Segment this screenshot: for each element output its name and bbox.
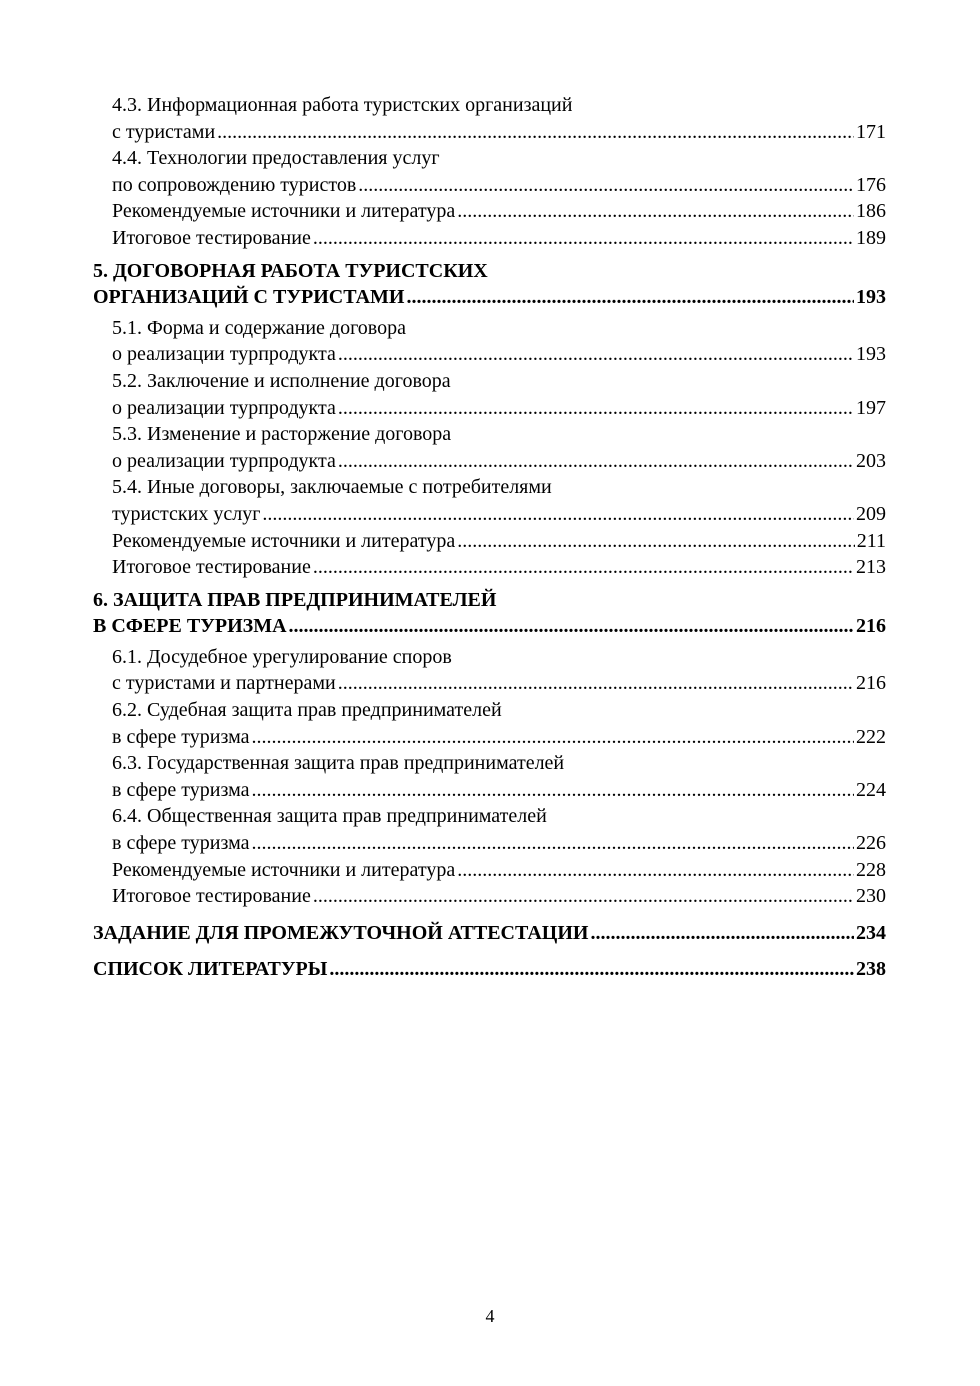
dot-leader [251,830,854,857]
toc-entry-text: в сфере туризма [112,778,250,801]
toc-entry-text: туристских услуг [112,502,261,525]
toc-page-number: 213 [856,556,886,579]
toc-chapter-6[interactable] [93,613,886,640]
toc-page-number: 216 [856,615,886,638]
toc-entry-text: в сфере туризма [112,725,250,748]
toc-page-number: 230 [856,885,886,908]
toc-page-number: 186 [856,200,886,223]
toc-page-number: 222 [856,725,886,748]
toc-entry-5-1[interactable] [93,341,886,368]
toc-entry-6-test[interactable] [93,883,886,910]
toc-entry-6-sources[interactable] [93,857,886,884]
dot-leader [262,501,854,528]
page-number: 4 [485,1306,495,1326]
spacer [93,946,886,956]
toc-entry-4-3-title [93,92,886,119]
dot-leader [289,613,854,640]
toc-chapter-text: В СФЕРЕ ТУРИЗМА [93,615,287,638]
toc-entry-text: о реализации турпродукта [112,449,336,472]
toc-page-number: 197 [856,396,886,419]
toc-entry-text: Рекомендуемые источники и литература [112,529,456,552]
toc-chapter-6-title [93,587,886,614]
dot-leader [313,883,854,910]
toc-entry-4-sources[interactable] [93,198,886,225]
dot-leader [457,857,854,884]
dot-leader [406,284,854,311]
toc-entry-5-test[interactable] [93,554,886,581]
dot-leader [338,341,854,368]
toc-entry-text: Рекомендуемые источники и литература [112,858,456,881]
dot-leader [329,956,854,983]
toc-entry-6-1-title [93,644,886,671]
dot-leader [457,528,855,555]
toc-entry-4-4[interactable] [93,172,886,199]
toc-chapter-text: 6. ЗАЩИТА ПРАВ ПРЕДПРИНИМАТЕЛЕЙ [93,588,497,611]
toc-chapter-text: СПИСОК ЛИТЕРАТУРЫ [93,958,328,981]
toc-page-number: 209 [856,502,886,525]
dot-leader [338,670,854,697]
dot-leader [338,448,854,475]
toc-chapter-references[interactable] [93,956,886,983]
toc-entry-text: 4.4. Технологии предоставления услуг [112,147,440,170]
toc-entry-text: 6.1. Досудебное урегулирование споров [112,645,452,668]
toc-entry-5-2[interactable] [93,395,886,422]
dot-leader [358,172,854,199]
toc-entry-5-2-title [93,368,886,395]
toc-page-number: 193 [856,343,886,366]
toc-page-number: 189 [856,226,886,249]
toc-entry-5-4[interactable] [93,501,886,528]
toc-page-number: 234 [856,921,886,944]
toc-entry-text: 5.4. Иные договоры, заключаемые с потребителями [112,476,552,499]
toc-entry-text: 4.3. Информационная работа туристских организаций [112,94,573,116]
toc-entry-text: Итоговое тестирование [112,556,311,579]
toc-entry-text: Итоговое тестирование [112,226,311,249]
spacer [93,910,886,920]
toc-entry-5-3[interactable] [93,448,886,475]
toc-chapter-5[interactable] [93,284,886,311]
toc-entry-text: 5.3. Изменение и расторжение договора [112,423,452,446]
toc-entry-5-4-title [93,474,886,501]
toc-entry-6-1[interactable] [93,670,886,697]
toc-entry-4-3[interactable] [93,119,886,146]
toc-entry-5-sources[interactable] [93,528,886,555]
toc-page-number: 226 [856,832,886,855]
toc-page-number: 211 [856,529,886,552]
toc-page-number: 238 [856,958,886,981]
toc-chapter-text: 5. ДОГОВОРНАЯ РАБОТА ТУРИСТСКИХ [93,259,488,282]
toc-chapter-text: ОРГАНИЗАЦИЙ С ТУРИСТАМИ [93,286,405,309]
toc-page-number: 203 [856,449,886,472]
toc-entry-text: 6.3. Государственная защита прав предпринимателей [112,752,565,775]
toc-entry-6-2[interactable] [93,724,886,751]
toc-entry-text: с туристами и партнерами [112,672,336,695]
toc-chapter-text: ЗАДАНИЕ ДЛЯ ПРОМЕЖУТОЧНОЙ АТТЕСТАЦИИ [93,921,589,944]
dot-leader [251,724,854,751]
toc-entry-6-4-title [93,803,886,830]
dot-leader [457,198,854,225]
toc-page-number: 171 [856,120,886,143]
toc-entry-text: 5.2. Заключение и исполнение договора [112,369,451,392]
toc-page-number: 176 [856,173,886,196]
dot-leader [590,920,854,947]
dot-leader [338,395,854,422]
toc-page-number: 216 [856,672,886,695]
toc-entry-text: по сопровождению туристов [112,173,357,196]
toc-entry-text: 6.4. Общественная защита прав предпринимателей [112,805,547,828]
toc-chapter-assignment[interactable] [93,920,886,947]
table-of-contents [93,92,886,983]
dot-leader [251,777,854,804]
toc-entry-text: о реализации турпродукта [112,343,336,366]
toc-entry-6-4[interactable] [93,830,886,857]
toc-entry-4-4-title [93,145,886,172]
toc-entry-text: 5.1. Форма и содержание договора [112,316,406,339]
toc-page-number: 224 [856,778,886,801]
toc-page-number: 228 [856,858,886,881]
toc-entry-6-3-title [93,750,886,777]
dot-leader [313,554,854,581]
toc-entry-4-test[interactable] [93,225,886,252]
toc-entry-5-1-title [93,315,886,342]
toc-entry-text: с туристами [112,120,216,143]
toc-entry-6-2-title [93,697,886,724]
toc-entry-text: Рекомендуемые источники и литература [112,200,456,223]
dot-leader [217,119,854,146]
toc-chapter-5-title [93,258,886,285]
toc-page-number: 193 [856,286,886,309]
dot-leader [313,225,854,252]
toc-entry-text: Итоговое тестирование [112,885,311,908]
toc-entry-text: в сфере туризма [112,832,250,855]
toc-entry-text: о реализации турпродукта [112,396,336,419]
toc-entry-text: 6.2. Судебная защита прав предпринимателей [112,699,502,722]
toc-entry-5-3-title [93,421,886,448]
toc-entry-6-3[interactable] [93,777,886,804]
